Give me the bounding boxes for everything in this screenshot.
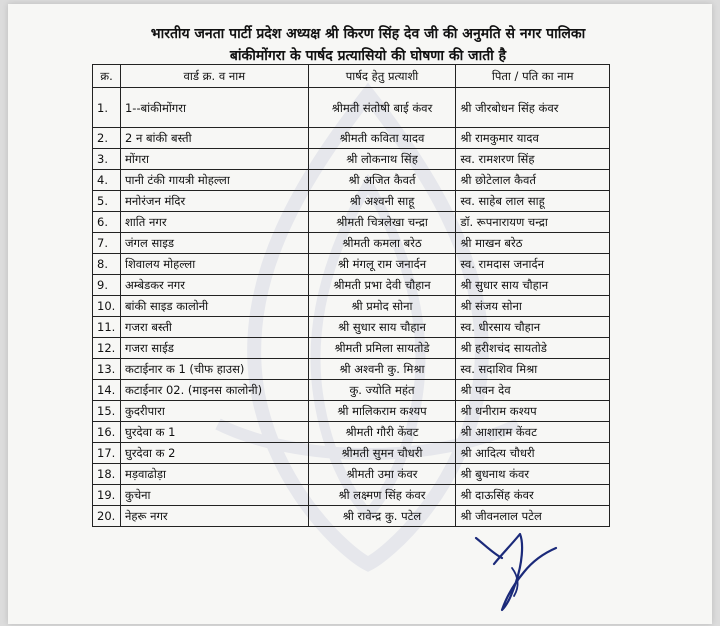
serial-cell: 15. bbox=[93, 401, 121, 422]
parent-cell: श्री आशाराम केंवट bbox=[456, 422, 610, 443]
parent-cell: डॉ. रूपनारायण चन्द्रा bbox=[456, 212, 610, 233]
column-header-parent: पिता / पति का नाम bbox=[456, 65, 610, 88]
serial-cell: 2. bbox=[93, 128, 121, 149]
ward-cell: अम्बेडकर नगर bbox=[120, 275, 308, 296]
announcement-heading-line-2: बांकीमोंगरा के पार्षद प्रत्यासियो की घोषणा की जाती है bbox=[229, 48, 507, 64]
serial-cell: 9. bbox=[93, 275, 121, 296]
parent-cell: श्री धनीराम कश्यप bbox=[456, 401, 610, 422]
serial-cell: 20. bbox=[93, 506, 121, 527]
candidate-cell: श्रीमती प्रभा देवी चौहान bbox=[308, 275, 456, 296]
parent-cell: श्री हरीशचंद सायतोडे bbox=[456, 338, 610, 359]
ward-cell: कुचेना bbox=[120, 485, 308, 506]
serial-cell: 10. bbox=[93, 296, 121, 317]
serial-cell: 3. bbox=[93, 149, 121, 170]
table-row bbox=[93, 317, 610, 338]
candidate-cell: कु. ज्योति महंत bbox=[308, 380, 456, 401]
candidate-cell: श्री सुधार साय चौहान bbox=[308, 317, 456, 338]
handwritten-signature-icon bbox=[472, 524, 562, 614]
ward-cell: मनोरंजन मंदिर bbox=[120, 191, 308, 212]
candidate-cell: श्रीमती संतोषी बाई कंवर bbox=[308, 88, 456, 128]
serial-cell: 12. bbox=[93, 338, 121, 359]
candidate-cell: श्री रावेन्द्र कु. पटेल bbox=[308, 506, 456, 527]
parent-cell: स्व. रामशरण सिंह bbox=[456, 149, 610, 170]
candidate-cell: श्री मंगलू राम जनार्दन bbox=[308, 254, 456, 275]
candidate-cell: श्री अश्वनी साहू bbox=[308, 191, 456, 212]
parent-cell: श्री पवन देव bbox=[456, 380, 610, 401]
ward-cell: 2 न बांकी बस्ती bbox=[120, 128, 308, 149]
parent-cell: स्व. धीरसाय चौहान bbox=[456, 317, 610, 338]
table-row bbox=[93, 254, 610, 275]
parent-cell: श्री जीवनलाल पटेल bbox=[456, 506, 610, 527]
table-row bbox=[93, 212, 610, 233]
ward-cell: बांकी साइड कालोनी bbox=[120, 296, 308, 317]
table-row bbox=[93, 359, 610, 380]
candidate-cell: श्री अजित कैवर्त bbox=[308, 170, 456, 191]
table-header-row bbox=[93, 65, 610, 88]
candidate-cell: श्री लोकनाथ सिंह bbox=[308, 149, 456, 170]
table-row bbox=[93, 149, 610, 170]
ward-cell: मड़वाढोड़ा bbox=[120, 464, 308, 485]
table-row bbox=[93, 338, 610, 359]
ward-cell: पानी टंकी गायत्री मोहल्ला bbox=[120, 170, 308, 191]
parent-cell: श्री माखन बरेठ bbox=[456, 233, 610, 254]
parent-cell: स्व. सदाशिव मिश्रा bbox=[456, 359, 610, 380]
serial-cell: 5. bbox=[93, 191, 121, 212]
serial-cell: 17. bbox=[93, 443, 121, 464]
ward-cell: गजरा साईड bbox=[120, 338, 308, 359]
serial-cell: 6. bbox=[93, 212, 121, 233]
column-header-ward: वार्ड क्र. व नाम bbox=[120, 65, 308, 88]
ward-cell: मोंगरा bbox=[120, 149, 308, 170]
candidate-cell: श्री अश्वनी कु. मिश्रा bbox=[308, 359, 456, 380]
parent-cell: स्व. साहेब लाल साहू bbox=[456, 191, 610, 212]
ward-cell: घुरदेवा क 1 bbox=[120, 422, 308, 443]
table-row bbox=[93, 191, 610, 212]
parent-cell: श्री आदित्य चौधरी bbox=[456, 443, 610, 464]
ward-cell: कटाईनार क 1 (चीफ हाउस) bbox=[120, 359, 308, 380]
parent-cell: श्री संजय सोना bbox=[456, 296, 610, 317]
table-row bbox=[93, 443, 610, 464]
parent-cell: श्री दाऊसिंह कंवर bbox=[456, 485, 610, 506]
ward-cell: घुरदेवा क 2 bbox=[120, 443, 308, 464]
table-row bbox=[93, 401, 610, 422]
serial-cell: 8. bbox=[93, 254, 121, 275]
ward-cell: कटाईनार 02. (माइनस कालोनी) bbox=[120, 380, 308, 401]
serial-cell: 7. bbox=[93, 233, 121, 254]
candidate-cell: श्री मालिकराम कश्यप bbox=[308, 401, 456, 422]
document-page bbox=[8, 4, 712, 624]
serial-cell: 18. bbox=[93, 464, 121, 485]
parent-cell: स्व. रामदास जनार्दन bbox=[456, 254, 610, 275]
candidate-cell: श्रीमती चित्रलेखा चन्द्रा bbox=[308, 212, 456, 233]
parent-cell: श्री जीरबोधन सिंह कंवर bbox=[456, 88, 610, 128]
candidate-cell: श्रीमती कविता यादव bbox=[308, 128, 456, 149]
announcement-heading-line-1: भारतीय जनता पार्टी प्रदेश अध्यक्ष श्री किरण सिंह देव जी की अनुमति से नगर पालिका bbox=[150, 26, 586, 42]
table-row bbox=[93, 128, 610, 149]
candidate-cell: श्रीमती प्रमिला सायतोडे bbox=[308, 338, 456, 359]
serial-cell: 11. bbox=[93, 317, 121, 338]
ward-cell: कुदरीपारा bbox=[120, 401, 308, 422]
parent-cell: श्री सुधार साय चौहान bbox=[456, 275, 610, 296]
table-row bbox=[93, 380, 610, 401]
ward-cell: नेहरू नगर bbox=[120, 506, 308, 527]
table-row bbox=[93, 233, 610, 254]
table-row bbox=[93, 296, 610, 317]
ward-cell: जंगल साइड bbox=[120, 233, 308, 254]
parent-cell: श्री बुधनाथ कंवर bbox=[456, 464, 610, 485]
column-header-candidate: पार्षद हेतु प्रत्याशी bbox=[308, 65, 456, 88]
table-row bbox=[93, 170, 610, 191]
parent-cell: श्री छोटेलाल कैवर्त bbox=[456, 170, 610, 191]
candidate-cell: श्रीमती उमा कंवर bbox=[308, 464, 456, 485]
serial-cell: 1. bbox=[93, 88, 121, 128]
ward-cell: शिवालय मोहल्ला bbox=[120, 254, 308, 275]
serial-cell: 19. bbox=[93, 485, 121, 506]
table-row bbox=[93, 464, 610, 485]
column-header-serial: क्र. bbox=[93, 65, 121, 88]
candidate-cell: श्री लक्ष्मण सिंह कंवर bbox=[308, 485, 456, 506]
candidate-cell: श्रीमती सुमन चौधरी bbox=[308, 443, 456, 464]
table-row bbox=[93, 485, 610, 506]
candidate-table bbox=[92, 64, 610, 527]
parent-cell: श्री रामकुमार यादव bbox=[456, 128, 610, 149]
serial-cell: 13. bbox=[93, 359, 121, 380]
serial-cell: 16. bbox=[93, 422, 121, 443]
candidate-cell: श्रीमती गौरी केंवट bbox=[308, 422, 456, 443]
ward-cell: गजरा बस्ती bbox=[120, 317, 308, 338]
serial-cell: 4. bbox=[93, 170, 121, 191]
ward-cell: 1--बांकीमोंगरा bbox=[120, 88, 308, 128]
table-row bbox=[93, 275, 610, 296]
table-row bbox=[93, 88, 610, 128]
candidate-cell: श्री प्रमोद सोना bbox=[308, 296, 456, 317]
ward-cell: शाति नगर bbox=[120, 212, 308, 233]
serial-cell: 14. bbox=[93, 380, 121, 401]
candidate-cell: श्रीमती कमला बरेठ bbox=[308, 233, 456, 254]
table-row bbox=[93, 422, 610, 443]
